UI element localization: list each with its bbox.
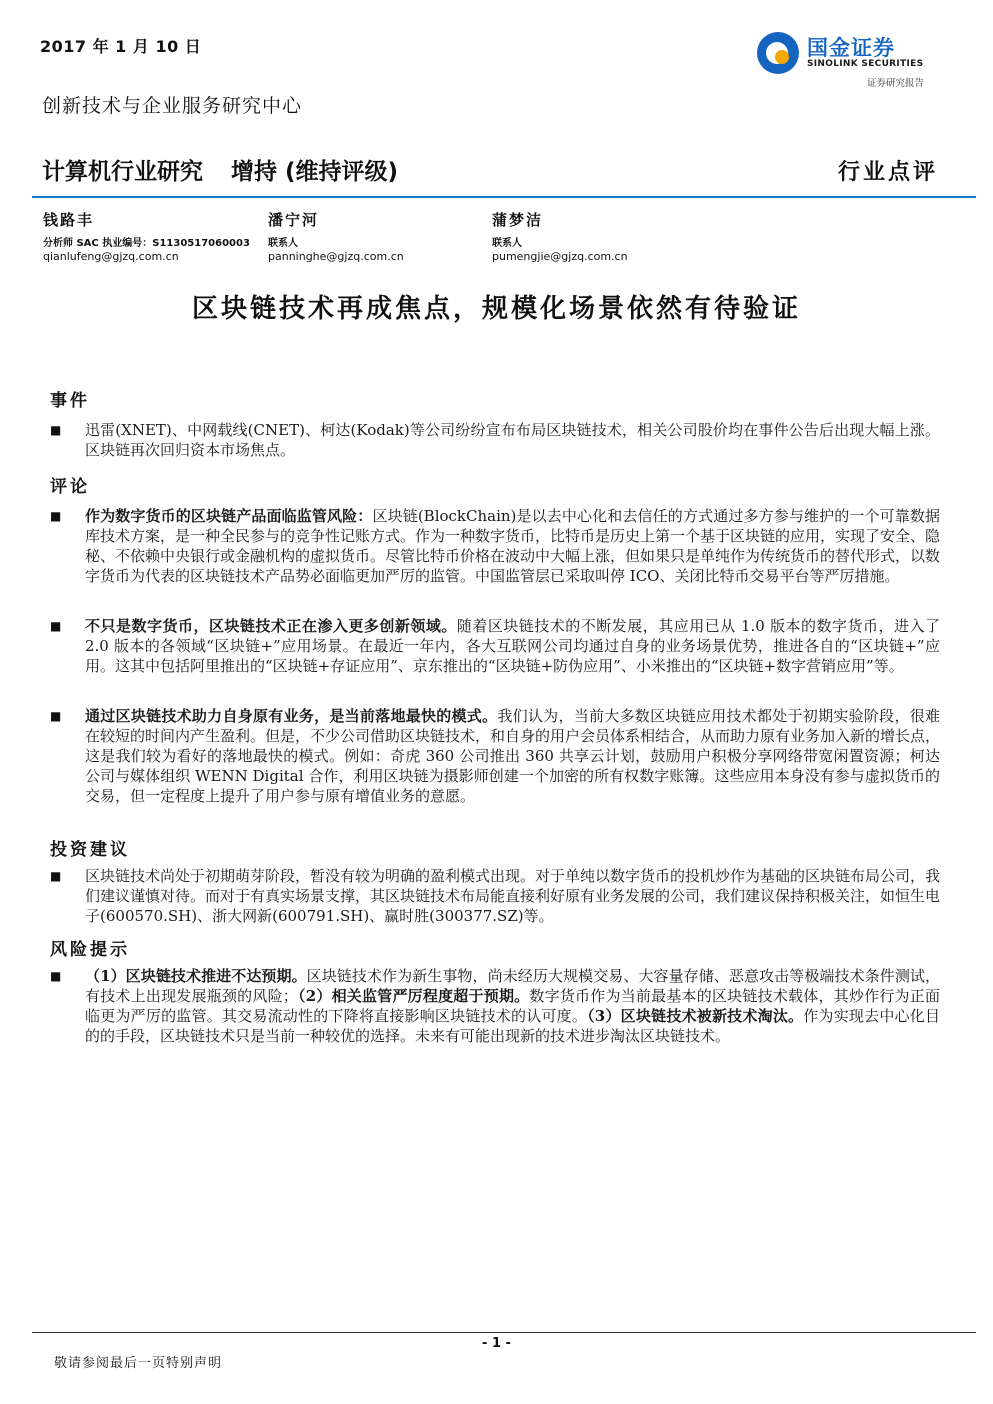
analyst-email[interactable]: pumengjie@gjzq.com.cn <box>492 250 628 263</box>
rating-label: 增持 (维持评级) <box>231 159 399 185</box>
analyst-role: 联系人 <box>268 238 298 249</box>
analyst-name: 钱路丰 <box>43 211 95 229</box>
paragraph-text: 随着区块链技术的不断发展，其应用已从 1.0 版本的数字货币，进入了 2.0 版本的各领域“区块链+”应用场景。在最近一年内，各大互联网公司均通过自身的业务场景优势，推进各自的“区块链+”应用。这其中包括阿里推出的“区块链+存证应用”、京东推出的“区块链+防伪应用”、小米推出的“区块链+数字营销应用”等。 <box>85 617 940 675</box>
section-heading-advice: 投资建议 <box>50 840 130 860</box>
paragraph-text: 区块链(BlockChain)是以去中心化和去信任的方式通过多方参与维护的一个可靠数据库技术方案，是一种全民参与的竞争性记账方式。作为一种数字货币，比特币是历史上第一个基于区块链的应用，实现了安全、隐秘、不依赖中央银行或金融机构的虚拟货币。尽管比特币价格在波动中大幅上涨，但如果只是单纯作为传统货币的替代形式，以数字货币为代表的区块链技术产品势必面临更加严厉的监管。中国监管层已采取叫停 ICO、关闭比特币交易平台等严厉措施。 <box>85 507 941 585</box>
analyst-name: 潘宁河 <box>268 211 320 229</box>
logo-english-name: SINOLINK SECURITIES <box>807 59 924 69</box>
list-item <box>50 506 940 586</box>
page-number: - 1 - <box>482 1336 511 1351</box>
logo-chinese-name: 国金证券 <box>807 36 895 60</box>
bullet-icon: ■ <box>50 709 62 723</box>
analyst-block <box>492 209 712 263</box>
paragraph-text: 迅雷(XNET)、中网载线(CNET)、柯达(Kodak)等公司纷纷宣布布局区块链技术，相关公司股价均在事件公告后出现大幅上涨。区块链再次回归资本市场焦点。 <box>85 421 940 459</box>
industry-rating-row <box>42 153 398 186</box>
bullet-icon: ■ <box>50 509 62 523</box>
footer-divider <box>32 1332 976 1333</box>
report-type: 行业点评 <box>837 159 938 185</box>
list-item <box>50 706 940 806</box>
footer-disclaimer: 敬请参阅最后一页特别声明 <box>54 1356 223 1371</box>
section-heading-risk: 风险提示 <box>50 940 130 960</box>
industry-title: 计算机行业研究 <box>42 159 203 185</box>
bullet-icon: ■ <box>50 969 62 983</box>
risk-text-1: 区块链技术作为新生事物，尚未经历大规模交易、大容量存储、恶意攻击等极端技术条件测试，有技术上出现发展瓶颈的风险； <box>85 967 940 1005</box>
analyst-email[interactable]: qianlufeng@gjzq.com.cn <box>43 250 179 263</box>
analyst-role: 联系人 <box>492 238 522 249</box>
list-item <box>50 420 940 460</box>
research-center-name: 创新技术与企业服务研究中心 <box>42 95 303 117</box>
header-divider <box>32 196 976 198</box>
analyst-name: 蒲梦洁 <box>492 211 544 229</box>
paragraph-lead: 作为数字货币的区块链产品面临监管风险： <box>85 507 373 525</box>
paragraph-lead: 通过区块链技术助力自身原有业务，是当前落地最快的模式。 <box>85 707 498 725</box>
analyst-email[interactable]: panninghe@gjzq.com.cn <box>268 250 404 263</box>
list-item <box>50 966 940 1046</box>
report-date: 2017 年 1 月 10 日 <box>40 37 202 56</box>
analyst-block <box>43 209 263 263</box>
risk-lead-3: （3）区块链技术被新技术淘汰。 <box>587 1007 804 1025</box>
paragraph-text: 区块链技术尚处于初期萌芽阶段，暂没有较为明确的盈利模式出现。对于单纯以数字货币的投机炒作为基础的区块链布局公司，我们建议谨慎对待。而对于有真实场景支撑，其区块链技术布局能直接利好原有业务发展的公司，我们建议保持积极关注，如恒生电子(600570.SH)、浙大网新(600791.SH)、赢时胜(300377.SZ)等。 <box>85 867 941 925</box>
risk-text-3: 作为实现去中心化目的的手段，区块链技术只是当前一种较优的选择。未来有可能出现新的技术进步淘汰区块链技术。 <box>85 1007 940 1045</box>
paragraph-lead: 不只是数字货币，区块链技术正在渗入更多创新领域。 <box>85 617 457 635</box>
risk-text-2: 数字货币作为当前最基本的区块链技术载体，其炒作行为正面临更为严厉的监管。其交易流动性的下降将直接影响区块链技术的认可度。 <box>85 987 940 1025</box>
report-category: 证券研究报告 <box>867 78 925 89</box>
paragraph-text: 我们认为，当前大多数区块链应用技术都处于初期实验阶段，很难在较短的时间内产生盈利。但是，不少公司借助区块链技术，和自身的用户会员体系相结合，从而助力原有业务加入新的增长点，这是我们较为看好的落地最快的模式。例如：奇虎 360 公司推出 360 共享云计划，鼓励用户积极分享网络带宽闲置资源；柯达公司与媒体组织 WENN Digital 合作，利用区块链为摄影师创建一个加密的所有权数字账簿。这些应用本身没有参与虚拟货币的交易，但一定程度上提升了用户参与原有增值业务的意愿。 <box>85 707 941 805</box>
report-headline: 区块链技术再成焦点，规模化场景依然有待验证 <box>191 294 801 324</box>
bullet-icon: ■ <box>50 869 62 883</box>
list-item <box>50 866 940 926</box>
list-item <box>50 616 940 676</box>
risk-lead-2: （2）相关监管严厉程度超于预期。 <box>297 987 530 1005</box>
section-heading-event: 事件 <box>50 391 90 411</box>
bullet-icon: ■ <box>50 423 62 437</box>
section-heading-comment: 评论 <box>50 477 90 497</box>
company-logo <box>757 32 947 92</box>
bullet-icon: ■ <box>50 619 62 633</box>
analyst-block <box>268 209 488 263</box>
analyst-role: 分析师 SAC 执业编号：S1130517060003 <box>43 238 250 249</box>
risk-lead-1: （1）区块链技术推进不达预期。 <box>85 967 307 985</box>
